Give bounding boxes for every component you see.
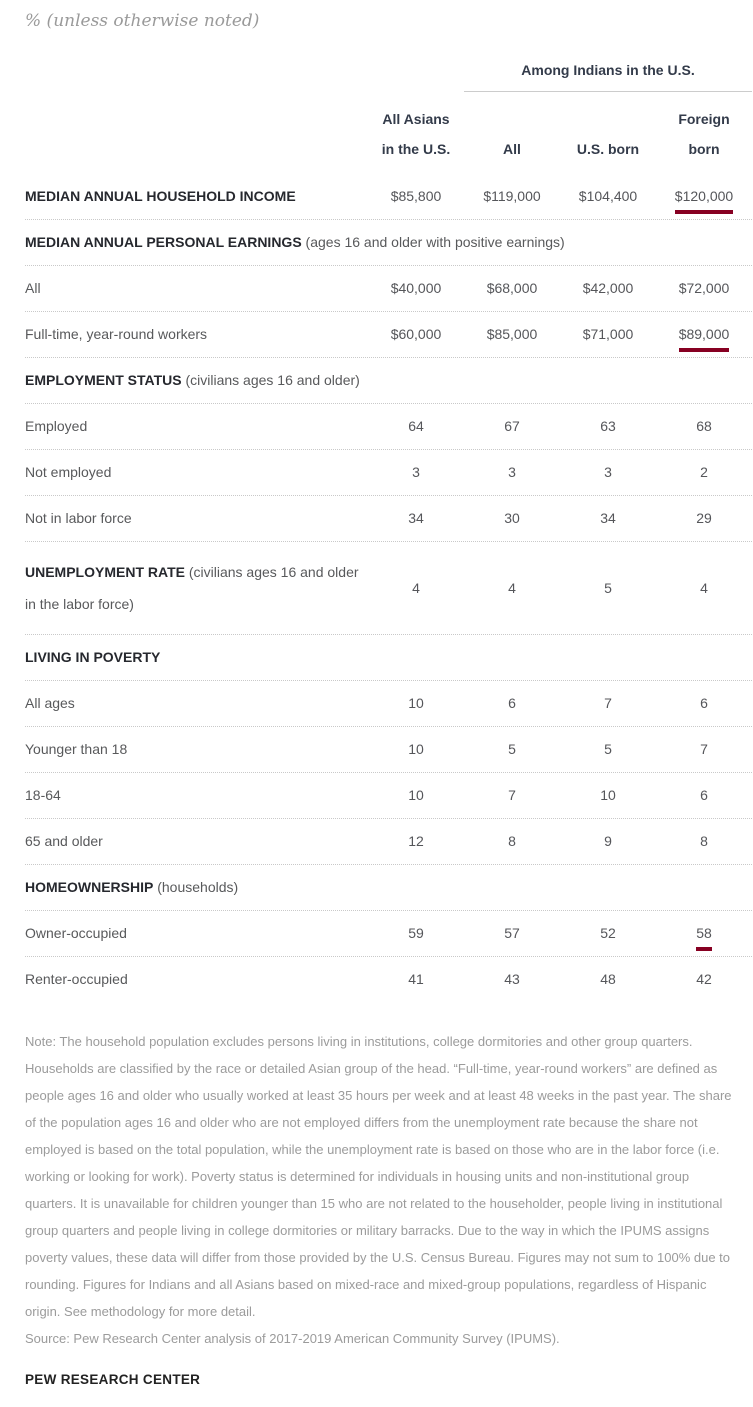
value-us-born: 63: [600, 418, 616, 434]
row-renter-occupied: [25, 957, 752, 1002]
row-label: MEDIAN ANNUAL HOUSEHOLD INCOME: [25, 188, 296, 204]
row-unemployment-rate: [25, 542, 752, 635]
section-subtitle: (civilians ages 16 and older): [185, 372, 360, 388]
value-all-asians: 10: [408, 787, 424, 803]
row-label: Employed: [25, 418, 88, 434]
value-us-born: $71,000: [582, 326, 634, 342]
value-all-asians: 64: [408, 418, 424, 434]
row-not-in-labor-force: [25, 496, 752, 542]
value-foreign-born: [656, 326, 752, 343]
value-us-born: 5: [604, 741, 612, 757]
row-label: Renter-occupied: [25, 971, 128, 987]
value-us-born: 48: [600, 971, 616, 987]
value-foreign-born: 42: [696, 971, 712, 987]
section-subtitle: (civilians ages 16 and older in the labor force): [25, 564, 359, 612]
section-title: UNEMPLOYMENT RATE: [25, 564, 185, 580]
value-indians-all: $119,000: [483, 188, 541, 204]
footnote-text: Note: The household population excludes persons living in institutions, college dormitories and other group quarters. Households are classified by the race or detailed Asian group of the head. “Full-time, year-round workers” are defined as people ages 16 and older who usually worked at least 35 hours per week and at least 48 weeks in the past year. The share of the population ages 16 and older who are not employed differs from the unemployment rate because the share not employed is based on the total population, while the unemployment rate is based on those who are in the labor force (i.e. working or looking for work). Poverty status is determined for individuals in housing units and non-institutional group quarters. It is unavailable for children younger than 15 who are not related to the householder, people living in institutional group quarters and people living in college dormitories or military barracks. Due to the way in which the IPUMS assigns poverty values, these data will differ from those provided by the U.S. Census Bureau. Figures may not sum to 100% due to rounding. Figures for Indians and all Asians based on mixed-race and mixed-group populations, regardless of Hispanic origin. See methodology for more detail.: [25, 1034, 732, 1319]
row-label: 65 and older: [25, 833, 103, 849]
row-poverty-65-older: [25, 819, 752, 865]
value-all-asians: $85,800: [390, 188, 442, 204]
column-header-all: All: [503, 141, 521, 157]
row-poverty-18-64: [25, 773, 752, 819]
value-all-asians: $40,000: [390, 280, 442, 296]
column-group-among-indians: [464, 62, 752, 164]
value-all-asians: 3: [412, 464, 420, 480]
value-us-born: 9: [604, 833, 612, 849]
row-label: 18-64: [25, 787, 61, 803]
column-group-label: Among Indians in the U.S.: [521, 62, 695, 78]
column-header-all-asians-text: All Asians in the U.S.: [381, 111, 451, 157]
row-median-household-income: [25, 174, 752, 220]
section-title: HOMEOWNERSHIP: [25, 879, 154, 895]
value-us-born: 52: [600, 925, 616, 941]
pew-research-center-wordmark: PEW RESEARCH CENTER: [25, 1372, 201, 1387]
value-us-born: 7: [604, 695, 612, 711]
value-foreign-born: [656, 188, 752, 205]
section-title: MEDIAN ANNUAL PERSONAL EARNINGS: [25, 234, 302, 250]
value-foreign-born: [656, 925, 752, 942]
section-title: LIVING IN POVERTY: [25, 649, 161, 665]
value-foreign-born: 4: [700, 579, 708, 596]
value-indians-all: 8: [508, 833, 516, 849]
row-label: All ages: [25, 695, 75, 711]
value-indians-all: 30: [504, 510, 520, 526]
row-employed: [25, 404, 752, 450]
value-all-asians: 4: [412, 579, 420, 596]
value-us-born: $42,000: [582, 280, 634, 296]
value-indians-all: 5: [508, 741, 516, 757]
value-all-asians: 59: [408, 925, 424, 941]
section-subtitle: (ages 16 and older with positive earnings): [305, 234, 565, 250]
value-foreign-born: 68: [696, 418, 712, 434]
column-group-rule: [464, 91, 752, 164]
accent-underline-value: 58: [696, 925, 712, 951]
row-owner-occupied: [25, 911, 752, 957]
row-label: All: [25, 280, 41, 296]
value-all-asians: $60,000: [390, 326, 442, 342]
row-earnings-all: [25, 266, 752, 312]
section-subtitle: (households): [157, 879, 239, 895]
section-title: EMPLOYMENT STATUS: [25, 372, 182, 388]
row-label: Not in labor force: [25, 510, 132, 526]
accent-underline-value: $89,000: [679, 326, 730, 352]
value-all-asians: 10: [408, 741, 424, 757]
value-all-asians: 12: [408, 833, 424, 849]
row-poverty-all-ages: [25, 681, 752, 727]
source-text: Source: Pew Research Center analysis of 2017-2019 American Community Survey (IPUMS).: [25, 1331, 560, 1346]
row-label: Owner-occupied: [25, 925, 127, 941]
row-not-employed: [25, 450, 752, 496]
value-foreign-born: $72,000: [678, 280, 730, 296]
value-foreign-born: 29: [696, 510, 712, 526]
column-header-us-born: U.S. born: [576, 141, 640, 157]
value-indians-all: 4: [508, 579, 516, 596]
row-label: Not employed: [25, 464, 112, 480]
units-subtitle: % (unless otherwise noted): [25, 11, 260, 31]
value-foreign-born: 2: [700, 464, 708, 480]
value-indians-all: 3: [508, 464, 516, 480]
table-header: [25, 62, 752, 164]
value-all-asians: 34: [408, 510, 424, 526]
value-indians-all: 43: [504, 971, 520, 987]
value-us-born: 34: [600, 510, 616, 526]
row-poverty-younger-18: [25, 727, 752, 773]
statistics-table: [25, 62, 752, 1002]
row-label: Full-time, year-round workers: [25, 326, 208, 342]
value-all-asians: 10: [408, 695, 424, 711]
value-indians-all: 7: [508, 787, 516, 803]
row-label: Younger than 18: [25, 741, 128, 757]
section-homeownership: [25, 865, 752, 911]
section-employment-status: [25, 358, 752, 404]
value-indians-all: 57: [504, 925, 520, 941]
row-earnings-fulltime: [25, 312, 752, 358]
value-foreign-born: 6: [700, 695, 708, 711]
value-foreign-born: 6: [700, 787, 708, 803]
section-living-in-poverty: [25, 635, 752, 681]
column-header-all-asians: [368, 104, 464, 164]
accent-underline-value: $120,000: [675, 188, 733, 214]
value-indians-all: $85,000: [486, 326, 538, 342]
column-header-foreign-born: Foreign born: [678, 111, 730, 157]
value-indians-all: 6: [508, 695, 516, 711]
value-foreign-born: 7: [700, 741, 708, 757]
value-us-born: $104,400: [578, 188, 638, 204]
value-us-born: 5: [604, 579, 612, 596]
value-indians-all: $68,000: [486, 280, 538, 296]
value-us-born: 10: [600, 787, 616, 803]
value-us-born: 3: [604, 464, 612, 480]
value-all-asians: 41: [408, 971, 424, 987]
value-foreign-born: 8: [700, 833, 708, 849]
value-indians-all: 67: [504, 418, 520, 434]
section-median-personal-earnings: [25, 220, 752, 266]
